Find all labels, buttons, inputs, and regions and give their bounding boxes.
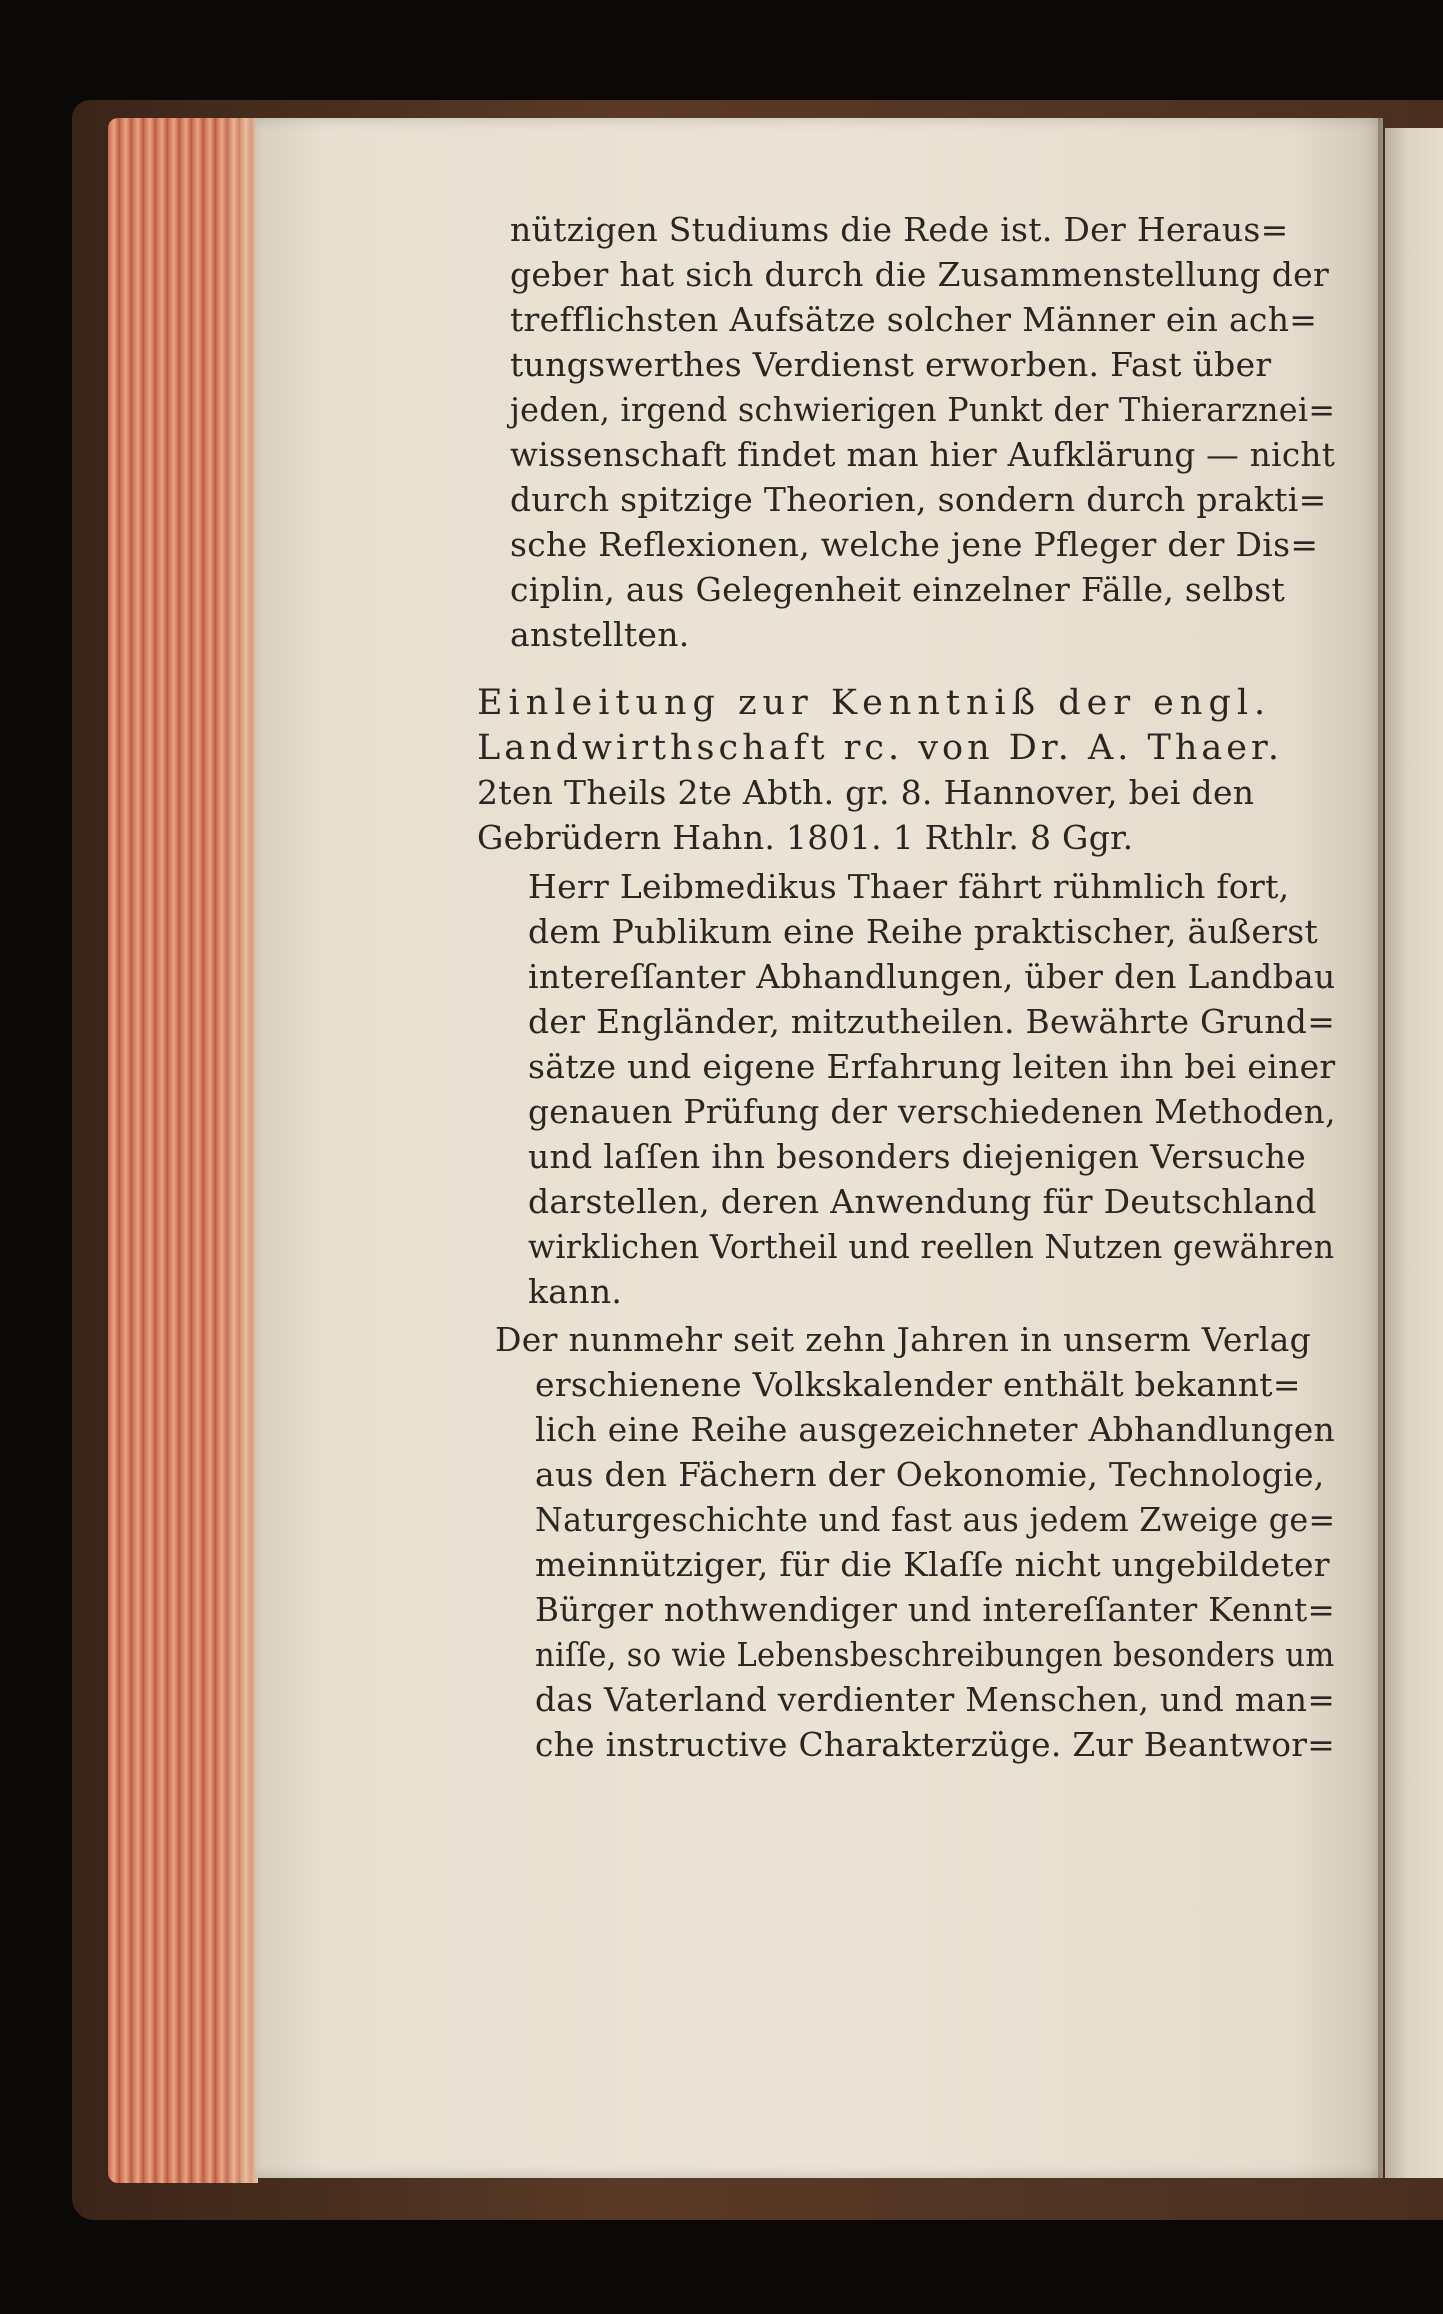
text-line: intereſſanter Abhandlungen, über den Landbau xyxy=(528,957,1336,996)
text-line: dem Publikum eine Reihe praktischer, äußerst xyxy=(528,912,1319,951)
entry-title-line: Landwirthschaft rc. von Dr. A. Thaer. xyxy=(477,728,1283,768)
text-line: wirklichen Vortheil und reellen Nutzen gewähren xyxy=(528,1227,1335,1266)
facing-page-sliver xyxy=(1385,128,1443,2178)
text-line: sche Reflexionen, welche jene Pfleger der Dis= xyxy=(510,525,1319,564)
text-line: durch spitzige Theorien, sondern durch prakti= xyxy=(510,480,1327,519)
text-line: der Engländer, mitzutheilen. Bewährte Grund= xyxy=(528,1002,1336,1041)
text-line: che instructive Charakterzüge. Zur Beantwor= xyxy=(535,1725,1336,1764)
text-line: anstellten. xyxy=(510,615,690,654)
page-edge-stained xyxy=(108,118,258,2183)
text-line: genauen Prüfung der verschiedenen Methoden, xyxy=(528,1092,1336,1131)
text-line: und laſſen ihn besonders diejenigen Versuche xyxy=(528,1137,1307,1176)
text-line: ciplin, aus Gelegenheit einzelner Fälle, selbst xyxy=(510,570,1286,609)
text-line: nützigen Studiums die Rede ist. Der Heraus= xyxy=(510,210,1289,249)
text-line: jeden, irgend schwierigen Punkt der Thierarznei= xyxy=(510,390,1336,429)
text-line: meinnütziger, für die Klaſſe nicht ungebildeter xyxy=(535,1545,1330,1584)
entry-title-line: Gebrüdern Hahn. 1801. 1 Rthlr. 8 Ggr. xyxy=(477,818,1134,857)
text-line: erschienene Volkskalender enthält bekannt= xyxy=(535,1365,1301,1404)
entry-title-line: Einleitung zur Kenntniß der engl. xyxy=(477,683,1272,723)
text-line: Bürger nothwendiger und intereſſanter Kennt= xyxy=(535,1590,1336,1629)
text-line: lich eine Reihe ausgezeichneter Abhandlungen xyxy=(535,1410,1336,1449)
text-line: geber hat sich durch die Zusammenstellung der xyxy=(510,255,1330,294)
text-line: Naturgeschichte und fast aus jedem Zweige ge= xyxy=(535,1500,1336,1539)
text-line: aus den Fächern der Oekonomie, Technologie, xyxy=(535,1455,1325,1494)
text-line: wissenschaft findet man hier Aufklärung — nicht xyxy=(510,435,1336,474)
text-line: tungswerthes Verdienst erworben. Fast über xyxy=(510,345,1272,384)
entry-title-line: 2ten Theils 2te Abth. gr. 8. Hannover, bei den xyxy=(477,773,1255,812)
text-line: Der nunmehr seit zehn Jahren in unserm Verlag xyxy=(495,1320,1312,1359)
text-line: darstellen, deren Anwendung für Deutschland xyxy=(528,1182,1317,1221)
text-line: trefflichsten Aufsätze solcher Männer ein ach= xyxy=(510,300,1318,339)
text-line: Herr Leibmedikus Thaer fährt rühmlich fort, xyxy=(528,867,1290,906)
text-line: kann. xyxy=(528,1272,623,1311)
text-line: sätze und eigene Erfahrung leiten ihn bei einer xyxy=(528,1047,1336,1086)
text-line: das Vaterland verdienter Menschen, und man= xyxy=(535,1680,1336,1719)
text-line: niſſe, so wie Lebensbeschreibungen besonders um xyxy=(535,1635,1335,1674)
page-text xyxy=(255,118,1383,2178)
